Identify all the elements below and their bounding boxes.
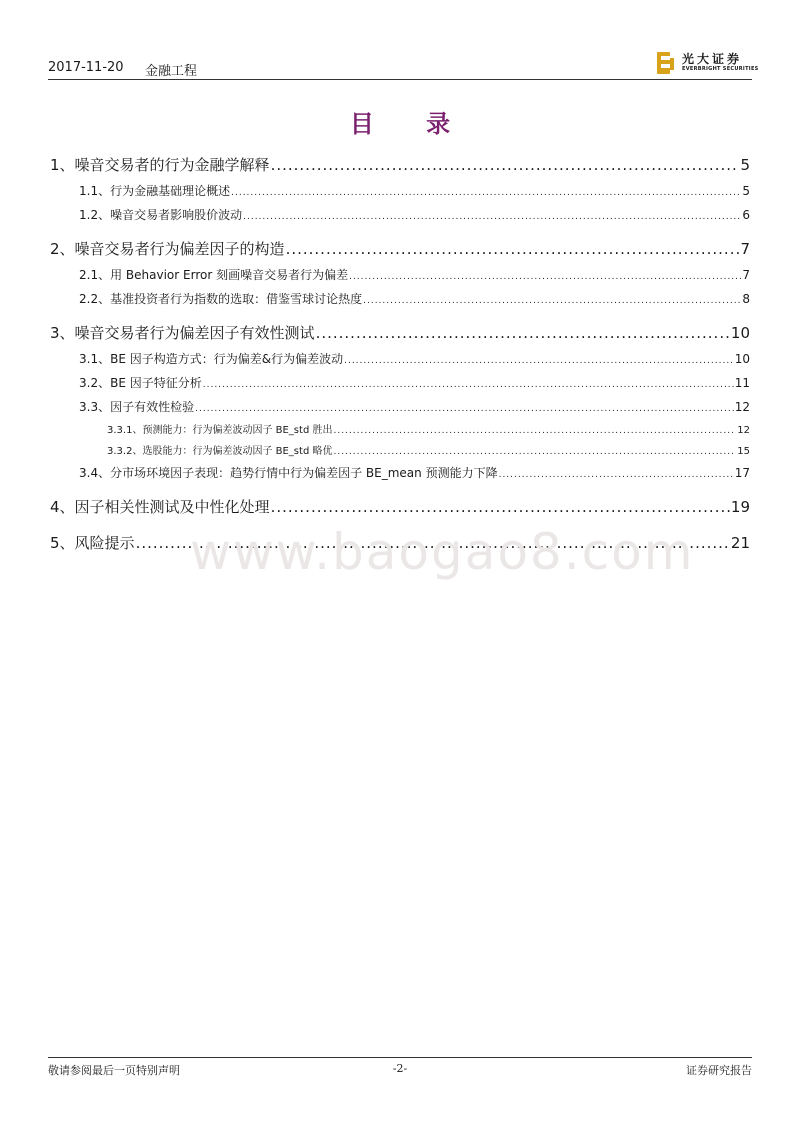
toc-entry-number: 2.1、 [79, 268, 111, 282]
toc-entry-page: 6 [742, 208, 750, 222]
toc-leader-dots [203, 380, 734, 390]
toc-leader-dots [363, 296, 741, 306]
toc-entry-4[interactable] [50, 496, 750, 518]
toc-leader-dots [243, 212, 741, 222]
header-divider [48, 79, 752, 80]
watermark: www.baogao8.com [190, 523, 695, 581]
header-section: 金融工程 [145, 64, 198, 79]
toc-leader-dots [344, 356, 734, 366]
toc-entry-3-4[interactable] [79, 464, 750, 482]
toc-entry-1[interactable] [50, 154, 750, 176]
toc-entry-text: 用 Behavior Error 刻画噪音交易者行为偏差 [110, 268, 349, 282]
toc-entry-3-2[interactable] [79, 374, 750, 392]
toc-entry-text: 噪音交易者的行为金融学解释 [74, 156, 270, 174]
toc-leader-dots [333, 426, 736, 436]
toc-entry-number: 3.3.2、 [107, 446, 143, 457]
toc-entry-3[interactable] [50, 322, 750, 344]
toc-entry-number: 3.3、 [79, 400, 111, 414]
toc-entry-page: 10 [734, 352, 750, 366]
toc-entry-page: 17 [734, 466, 750, 480]
toc-entry-text: 因子相关性测试及中性化处理 [74, 498, 270, 516]
toc-entry-3-3-1[interactable] [107, 421, 750, 436]
toc-entry-number: 3.3.1、 [107, 425, 143, 436]
toc-entry-page: 11 [734, 376, 750, 390]
toc-entry-1-1[interactable] [79, 182, 750, 200]
header-date: 2017-11-20 [48, 60, 124, 75]
toc-entry-text: 预测能力：行为偏差波动因子 BE_std 胜出 [142, 425, 333, 436]
toc-entry-page: 7 [740, 240, 750, 258]
page-number: -2- [392, 1062, 408, 1075]
toc-entry-page: 12 [737, 425, 750, 436]
logo-cn-text: 光大证券 [682, 52, 743, 66]
toc-entry-page: 12 [734, 400, 750, 414]
toc-entry-number: 3.1、 [79, 352, 111, 366]
toc-leader-dots [195, 404, 734, 414]
toc-entry-number: 1、 [50, 156, 75, 174]
toc-leader-dots [271, 498, 730, 516]
toc-entry-text: 噪音交易者行为偏差因子的构造 [74, 240, 285, 258]
toc-title: 目 录 [349, 110, 473, 138]
toc-entry-page: 5 [742, 184, 750, 198]
toc-entry-2[interactable] [50, 238, 750, 260]
toc-entry-number: 1.2、 [79, 208, 111, 222]
toc-entry-2-2[interactable] [79, 290, 750, 308]
toc-leader-dots [271, 156, 740, 174]
footer-disclaimer: 敬请参阅最后一页特别声明 [48, 1064, 180, 1077]
toc-entry-page: 21 [730, 534, 750, 552]
toc-entry-number: 2、 [50, 240, 75, 258]
toc-entry-page: 5 [740, 156, 750, 174]
everbright-logo [656, 50, 759, 76]
toc-entry-number: 3.4、 [79, 466, 111, 480]
toc-entry-3-3[interactable] [79, 398, 750, 416]
toc-entry-number: 1.1、 [79, 184, 111, 198]
toc-entry-page: 19 [730, 498, 750, 516]
toc-entry-page: 8 [742, 292, 750, 306]
logo-en-text: EVERBRIGHT SECURITIES [682, 66, 759, 72]
toc-entry-page: 10 [730, 324, 750, 342]
toc-entry-number: 5、 [50, 534, 75, 552]
toc-entry-1-2[interactable] [79, 206, 750, 224]
toc-leader-dots [316, 324, 730, 342]
toc-entry-number: 2.2、 [79, 292, 111, 306]
logo-mark-icon [656, 50, 676, 76]
toc-entry-text: 选股能力：行为偏差波动因子 BE_std 略优 [142, 446, 333, 457]
toc-entry-text: 因子有效性检验 [110, 400, 195, 414]
toc-entry-text: 噪音交易者行为偏差因子有效性测试 [74, 324, 315, 342]
toc-entry-text: 风险提示 [74, 534, 135, 552]
toc-entry-page: 15 [737, 446, 750, 457]
toc-entry-3-1[interactable] [79, 350, 750, 368]
toc-entry-3-3-2[interactable] [107, 442, 750, 457]
toc-entry-text: 分市场环境因子表现：趋势行情中行为偏差因子 BE_mean 预测能力下降 [110, 466, 498, 480]
toc-leader-dots [499, 470, 734, 480]
toc-leader-dots [231, 188, 741, 198]
toc-entry-number: 3、 [50, 324, 75, 342]
footer-report-type: 证券研究报告 [686, 1064, 752, 1077]
toc-entry-text: BE 因子构造方式：行为偏差&行为偏差波动 [110, 352, 344, 366]
toc-entry-text: 行为金融基础理论概述 [110, 184, 231, 198]
toc-entry-text: 基准投资者行为指数的选取：借鉴雪球讨论热度 [110, 292, 363, 306]
toc-entry-page: 7 [742, 268, 750, 282]
toc-entry-number: 4、 [50, 498, 75, 516]
toc-entry-number: 3.2、 [79, 376, 111, 390]
toc-entry-text: 噪音交易者影响股价波动 [110, 208, 243, 222]
toc-leader-dots [286, 240, 740, 258]
toc-entry-2-1[interactable] [79, 266, 750, 284]
toc-leader-dots [333, 447, 736, 457]
footer-divider [48, 1057, 752, 1058]
toc-entry-text: BE 因子特征分析 [110, 376, 202, 390]
toc-leader-dots [349, 272, 741, 282]
page-header [48, 52, 759, 80]
